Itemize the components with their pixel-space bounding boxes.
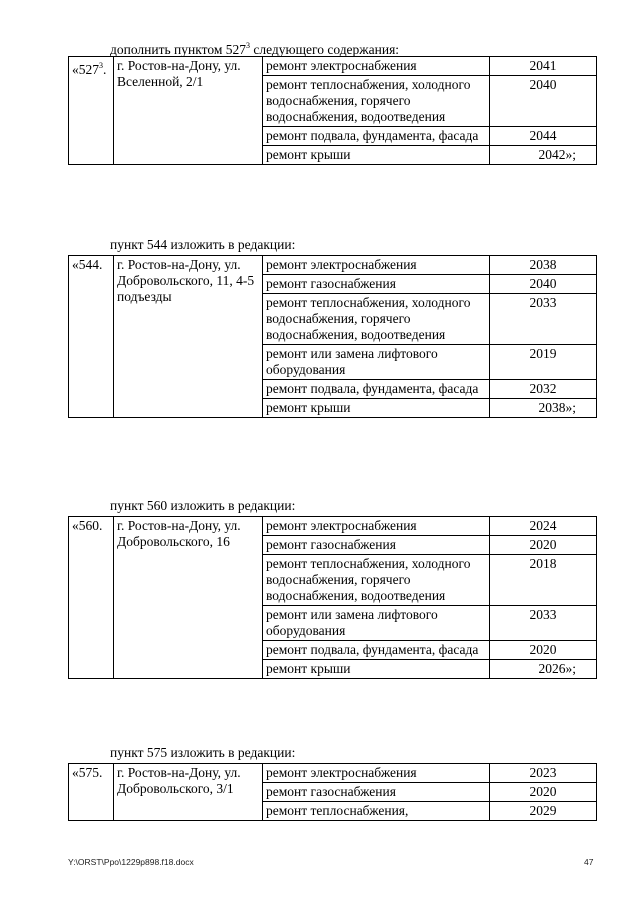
item-number: «560. xyxy=(69,517,114,679)
year-cell: 2038»; xyxy=(490,399,597,418)
work-type-cell: ремонт электроснабжения xyxy=(263,764,490,783)
address-cell: г. Ростов-на-Дону, ул. Добровольского, 11, 4-5 подъезды xyxy=(114,256,263,418)
section-intro: пункт 575 изложить в редакции: xyxy=(110,745,296,760)
footer-file-path: Y:\ORST\Ppo\1229p898.f18.docx xyxy=(68,857,194,867)
year-cell: 2033 xyxy=(490,294,597,345)
amendment-table-544 xyxy=(68,255,597,418)
year-cell: 2023 xyxy=(490,764,597,783)
table-row xyxy=(69,57,597,76)
item-number: «544. xyxy=(69,256,114,418)
address-cell: г. Ростов-на-Дону, ул. Добровольского, 16 xyxy=(114,517,263,679)
work-type-cell: ремонт электроснабжения xyxy=(263,57,490,76)
item-number: «575. xyxy=(69,764,114,821)
item-number: «$527^3$. xyxy=(69,57,114,165)
work-type-cell: ремонт газоснабжения xyxy=(263,536,490,555)
table-row xyxy=(69,256,597,275)
table-row xyxy=(69,764,597,783)
year-cell: 2040 xyxy=(490,76,597,127)
year-cell: 2026»; xyxy=(490,660,597,679)
work-type-cell: ремонт подвала, фундамента, фасада xyxy=(263,127,490,146)
year-cell: 2020 xyxy=(490,641,597,660)
amendment-table-527-3 xyxy=(68,56,597,165)
year-cell: 2019 xyxy=(490,345,597,380)
work-type-cell: ремонт теплоснабжения, xyxy=(263,802,490,821)
year-cell: 2018 xyxy=(490,555,597,606)
work-type-cell: ремонт крыши xyxy=(263,399,490,418)
work-type-cell: ремонт крыши xyxy=(263,146,490,165)
work-type-cell: ремонт теплоснабжения, холодного водоснабжения, горячего водоснабжения, водоотведения xyxy=(263,294,490,345)
address-cell: г. Ростов-на-Дону, ул. Вселенной, 2/1 xyxy=(114,57,263,165)
year-cell: 2040 xyxy=(490,275,597,294)
year-cell: 2032 xyxy=(490,380,597,399)
year-cell: 2029 xyxy=(490,802,597,821)
work-type-cell: ремонт газоснабжения xyxy=(263,275,490,294)
year-cell: 2042»; xyxy=(490,146,597,165)
work-type-cell: ремонт электроснабжения xyxy=(263,256,490,275)
year-cell: 2020 xyxy=(490,783,597,802)
work-type-cell: ремонт теплоснабжения, холодного водоснабжения, горячего водоснабжения, водоотведения xyxy=(263,555,490,606)
table-row xyxy=(69,517,597,536)
year-cell: 2038 xyxy=(490,256,597,275)
year-cell: 2041 xyxy=(490,57,597,76)
work-type-cell: ремонт подвала, фундамента, фасада xyxy=(263,380,490,399)
work-type-cell: ремонт подвала, фундамента, фасада xyxy=(263,641,490,660)
address-cell: г. Ростов-на-Дону, ул. Добровольского, 3/1 xyxy=(114,764,263,821)
section-intro: пункт 544 изложить в редакции: xyxy=(110,237,296,252)
work-type-cell: ремонт крыши xyxy=(263,660,490,679)
year-cell: 2044 xyxy=(490,127,597,146)
work-type-cell: ремонт или замена лифтового оборудования xyxy=(263,345,490,380)
section-intro: пункт 560 изложить в редакции: xyxy=(110,498,296,513)
year-cell: 2033 xyxy=(490,606,597,641)
work-type-cell: ремонт электроснабжения xyxy=(263,517,490,536)
work-type-cell: ремонт или замена лифтового оборудования xyxy=(263,606,490,641)
amendment-table-575 xyxy=(68,763,597,821)
year-cell: 2020 xyxy=(490,536,597,555)
year-cell: 2024 xyxy=(490,517,597,536)
page-number: 47 xyxy=(584,857,594,867)
amendment-table-560 xyxy=(68,516,597,679)
work-type-cell: ремонт газоснабжения xyxy=(263,783,490,802)
work-type-cell: ремонт теплоснабжения, холодного водоснабжения, горячего водоснабжения, водоотведения xyxy=(263,76,490,127)
section-intro: дополнить пунктом $527^3$ следующего содержания: xyxy=(110,41,400,57)
